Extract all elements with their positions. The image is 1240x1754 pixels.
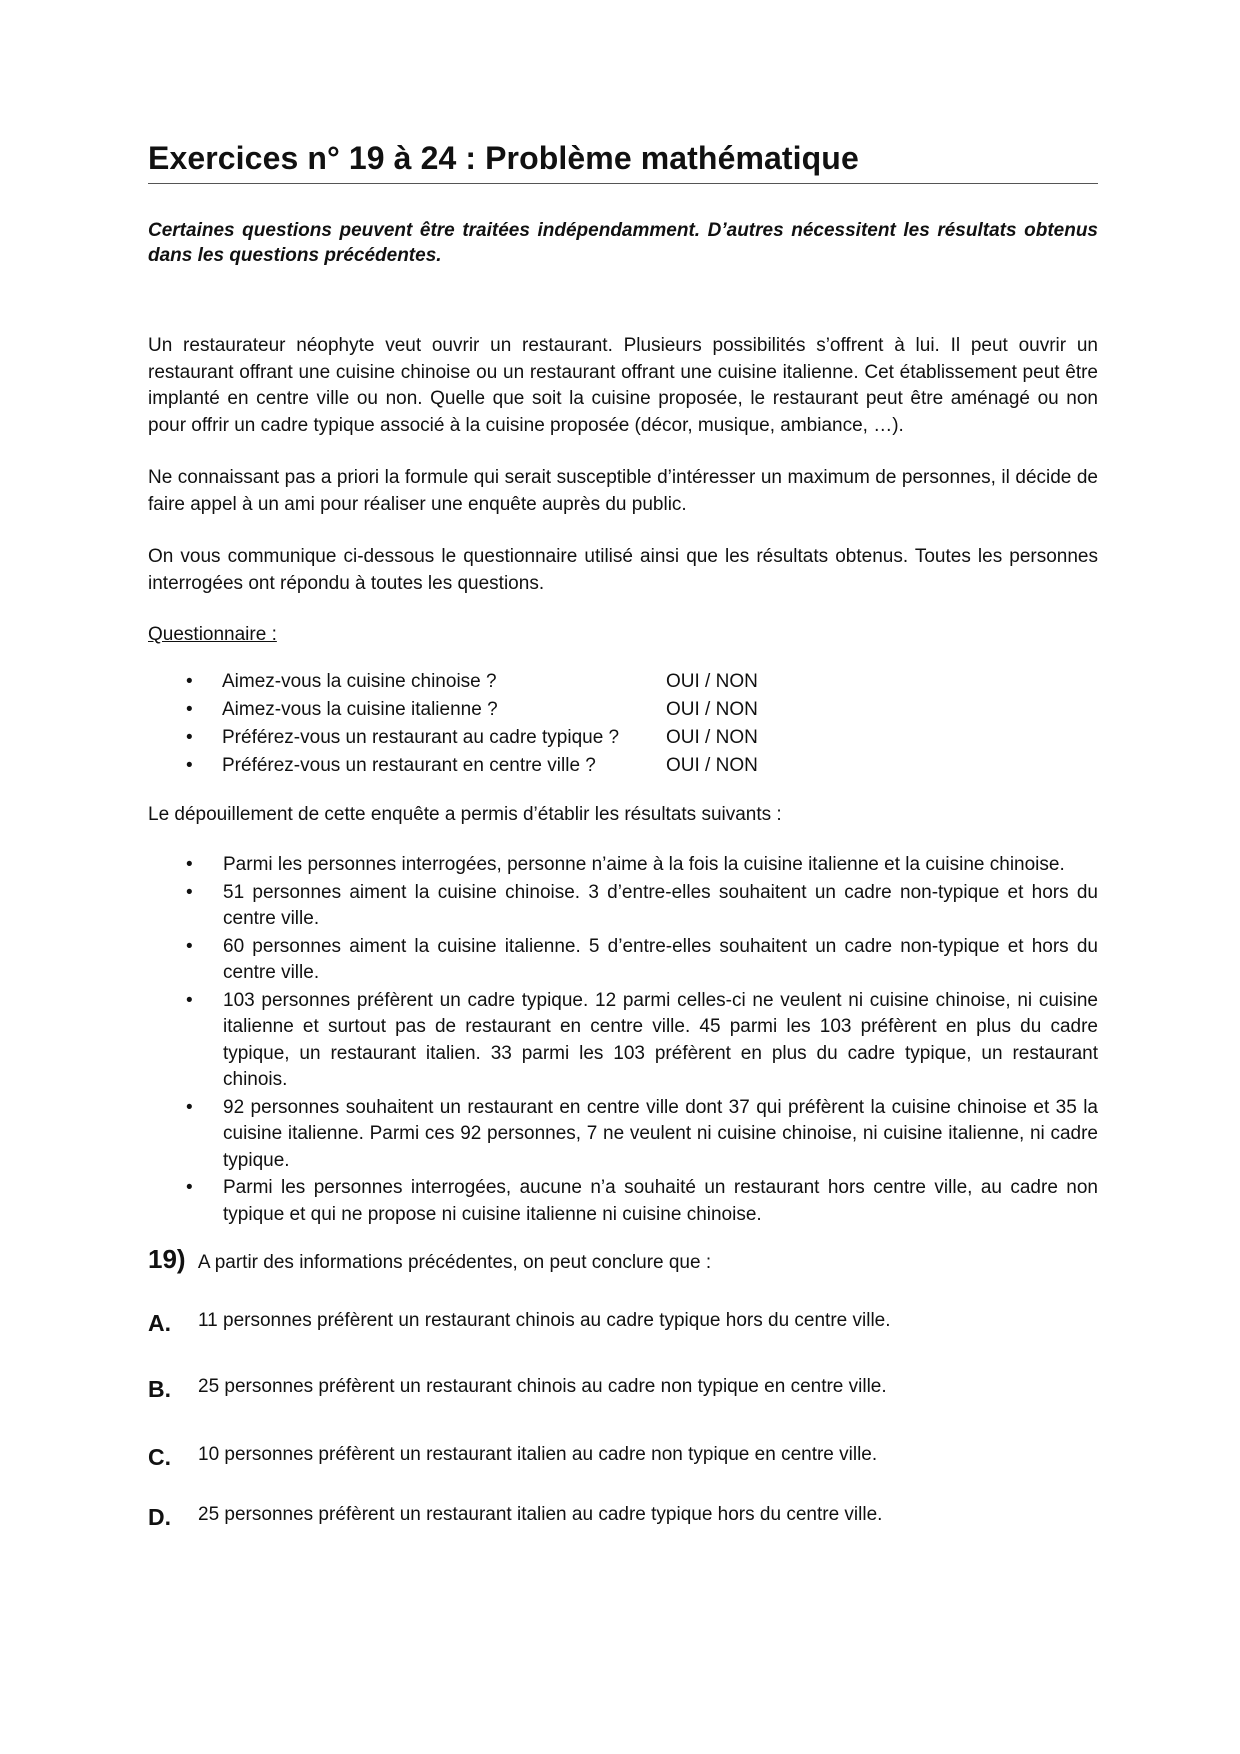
option-text: 25 personnes préfèrent un restaurant chinois au cadre non typique en centre ville. (198, 1376, 887, 1397)
results-list (148, 852, 1098, 1228)
bullet-icon: • (186, 755, 193, 776)
questionnaire-list (148, 668, 1098, 780)
answer-options (148, 1308, 1098, 1532)
answer-option-a[interactable] (148, 1308, 1098, 1338)
questionnaire-answer: OUI / NON (666, 755, 758, 776)
result-text: Parmi les personnes interrogées, aucune n’a souhaité un restaurant hors centre ville, au cadre non typique et qui ne propose ni cuisine italienne ni cuisine chinoise. (223, 1177, 1098, 1225)
option-text: 11 personnes préfèrent un restaurant chinois au cadre typique hors du centre ville. (198, 1310, 891, 1331)
questionnaire-answer: OUI / NON (666, 699, 758, 720)
bullet-icon: • (186, 1096, 193, 1118)
option-text: 10 personnes préfèrent un restaurant italien au cadre non typique en centre ville. (198, 1444, 878, 1465)
bullet-icon: • (186, 727, 193, 748)
result-text: 103 personnes préfèrent un cadre typique. 12 parmi celles-ci ne veulent ni cuisine chinoise, ni cuisine italienne et surtout pas de restaurant en centre ville. 45 parmi les 103 préfèrent en plus du cadre typique, un restaurant italien. 33 parmi les 103 préfèrent en plus du cadre typique, un restaurant chinois. (223, 989, 1098, 1090)
bullet-icon: • (186, 671, 193, 692)
questionnaire-item (148, 752, 1098, 780)
bullet-icon: • (186, 989, 193, 1011)
answer-option-b[interactable] (148, 1374, 1098, 1404)
questionnaire-answer: OUI / NON (666, 671, 758, 692)
question-prompt: A partir des informations précédentes, on peut conclure que : (197, 1252, 712, 1273)
result-item (148, 1095, 1098, 1175)
result-item (148, 988, 1098, 1094)
bullet-icon: • (186, 881, 193, 903)
questionnaire-question: Aimez-vous la cuisine chinoise ? (222, 671, 497, 692)
result-text: Parmi les personnes interrogées, personne n’aime à la fois la cuisine italienne et la cuisine chinoise. (223, 854, 1065, 875)
questionnaire-question: Préférez-vous un restaurant au cadre typique ? (222, 727, 620, 748)
questionnaire-heading: Questionnaire : (148, 624, 277, 645)
intro-note: Certaines questions peuvent être traitées indépendamment. D’autres nécessitent les résultats obtenus dans les questions précédentes. (148, 220, 1098, 266)
result-text: 60 personnes aiment la cuisine italienne. 5 d’entre-elles souhaitent un cadre non-typique et hors du centre ville. (223, 935, 1098, 983)
bullet-icon: • (186, 935, 193, 957)
option-letter: C. (148, 1444, 171, 1470)
paragraph-context: Un restaurateur néophyte veut ouvrir un restaurant. Plusieurs possibilités s’offrent à lui. Il peut ouvrir un restaurant offrant une cuisine chinoise ou un restaurant offrant une cuisine italienne. Cet établissement peut être implanté en centre ville ou non. Quelle que soit la cuisine proposée, le restaurant peut être aménagé ou non pour offrir un cadre typique associé à la cuisine proposée (décor, musique, ambiance, …). (148, 335, 1098, 436)
questionnaire-question: Préférez-vous un restaurant en centre ville ? (222, 755, 596, 776)
option-text: 25 personnes préfèrent un restaurant italien au cadre typique hors du centre ville. (198, 1504, 883, 1525)
result-item (148, 1175, 1098, 1228)
bullet-icon: • (186, 1177, 193, 1198)
bullet-icon: • (186, 854, 193, 875)
question-19 (148, 1244, 1098, 1278)
result-text: 51 personnes aiment la cuisine chinoise. 3 d’entre-elles souhaitent un cadre non-typique et hors du centre ville. (223, 881, 1098, 929)
questionnaire-answer: OUI / NON (666, 727, 758, 748)
paragraph-survey: Ne connaissant pas a priori la formule qui serait susceptible d’intéresser un maximum de personnes, il décide de faire appel à un ami pour réaliser une enquête auprès du public. (148, 467, 1098, 515)
result-item (148, 852, 1098, 879)
option-letter: A. (148, 1310, 171, 1336)
questionnaire-item (148, 724, 1098, 752)
result-item (148, 880, 1098, 933)
result-item (148, 934, 1098, 987)
results-intro: Le dépouillement de cette enquête a permis d’établir les résultats suivants : (148, 804, 782, 825)
questionnaire-question: Aimez-vous la cuisine italienne ? (222, 699, 498, 720)
paragraph-results-note: On vous communique ci-dessous le questionnaire utilisé ainsi que les résultats obtenus. Toutes les personnes interrogées ont répondu à toutes les questions. (148, 546, 1098, 594)
answer-option-c[interactable] (148, 1442, 1098, 1472)
option-letter: D. (148, 1504, 171, 1530)
result-text: 92 personnes souhaitent un restaurant en centre ville dont 37 qui préfèrent la cuisine chinoise et 35 la cuisine italienne. Parmi ces 92 personnes, 7 ne veulent ni cuisine chinoise, ni cuisine italienne, ni cadre typique. (223, 1096, 1098, 1171)
questionnaire-item (148, 696, 1098, 724)
page-title: Exercices n° 19 à 24 : Problème mathématique (148, 140, 1098, 184)
question-number: 19) (148, 1244, 186, 1274)
option-letter: B. (148, 1376, 171, 1402)
document-page (148, 140, 1098, 1532)
bullet-icon: • (186, 699, 193, 720)
answer-option-d[interactable] (148, 1502, 1098, 1532)
questionnaire-item (148, 668, 1098, 696)
